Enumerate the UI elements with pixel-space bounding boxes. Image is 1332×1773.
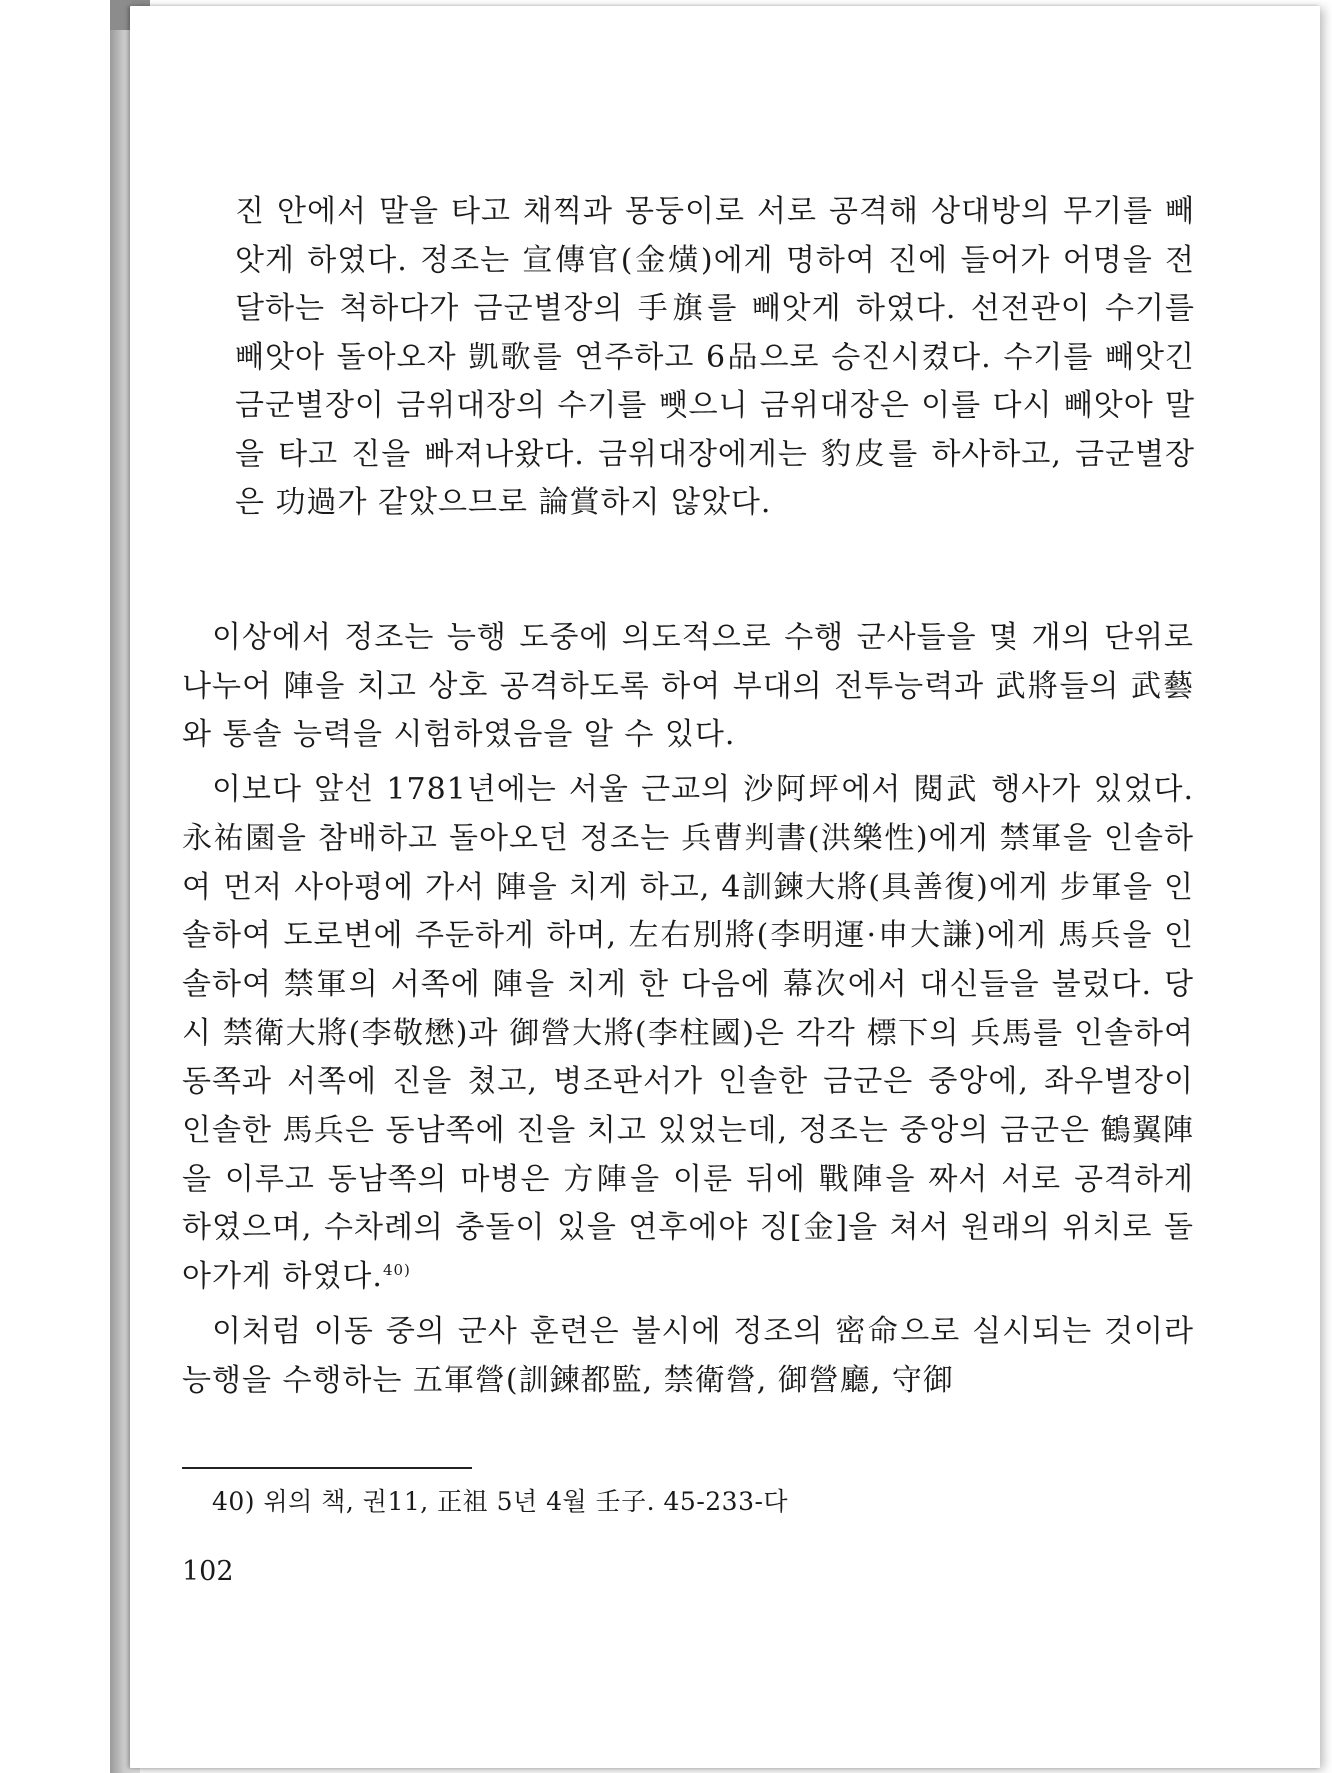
paragraph-3: 이처럼 이동 중의 군사 훈련은 불시에 정조의 密命으로 실시되는 것이라 능행을 수행하는 五軍營(訓鍊都監, 禁衛營, 御營廳, 守御 (182, 1313, 1194, 1398)
footnote: 40) 위의 책, 권11, 正祖 5년 4월 壬子. 45-233-다 (212, 1487, 789, 1516)
block-quote: 진 안에서 말을 타고 채찍과 몽둥이로 서로 공격해 상대방의 무기를 빼앗게 하였다. 정조는 宣傳官(金熿)에게 명하여 진에 들어가 어명을 전달하는 척하다가 금군별장의 手旗를 빼앗게 하였다. 선전관이 수기를 빼앗아 돌아오자 凱歌를 연주하고 6品으로 승진시켰다. 수기를 빼앗긴 금군별장이 금위대장의 수기를 뺏으니 금위대장은 이를 다시 빼앗아 말을 타고 진을 빠져나왔다. 금위대장에게는 豹皮를 하사하고, 금군별장은 功過가 같았으므로 論賞하지 않았다. (235, 194, 1195, 520)
footnote-divider (182, 1467, 472, 1469)
body-text (182, 614, 1194, 1411)
paragraph-2-text: 이보다 앞선 1781년에는 서울 근교의 沙阿坪에서 閱武 행사가 있었다. 永祐園을 참배하고 돌아오던 정조는 兵曹判書(洪樂性)에게 禁軍을 인솔하여 먼저 사아평에 가서 陣을 치게 하고, 4訓鍊大將(具善復)에게 步軍을 인솔하여 도로변에 주둔하게 하며, 左右別將(李明運·申大謙)에게 馬兵을 인솔하여 禁軍의 서쪽에 陣을 치게 한 다음에 幕次에서 대신들을 불렀다. 당시 禁衛大將(李敬懋)과 御營大將(李柱國)은 각각 標下의 兵馬를 인솔하여 동쪽과 서쪽에 진을 쳤고, 병조판서가 인솔한 금군은 중앙에, 좌우별장이 인솔한 馬兵은 동남쪽에 진을 치고 있었는데, 정조는 중앙의 금군은 鶴翼陣을 이루고 동남쪽의 마병은 方陣을 이룬 뒤에 戰陣을 짜서 서로 공격하게 하였으며, 수차례의 충돌이 있을 연후에야 징[金]을 쳐서 원래의 위치로 돌아가게 하였다. (182, 772, 1194, 1295)
page-number: 102 (182, 1556, 234, 1587)
paragraph-1: 이상에서 정조는 능행 도중에 의도적으로 수행 군사들을 몇 개의 단위로 나누어 陣을 치고 상호 공격하도록 하여 부대의 전투능력과 武將들의 武藝와 통솔 능력을 시험하였음을 알 수 있다. (182, 620, 1194, 753)
footnote-reference[interactable]: 40) (382, 1261, 411, 1280)
paragraph-2 (182, 766, 1194, 1302)
